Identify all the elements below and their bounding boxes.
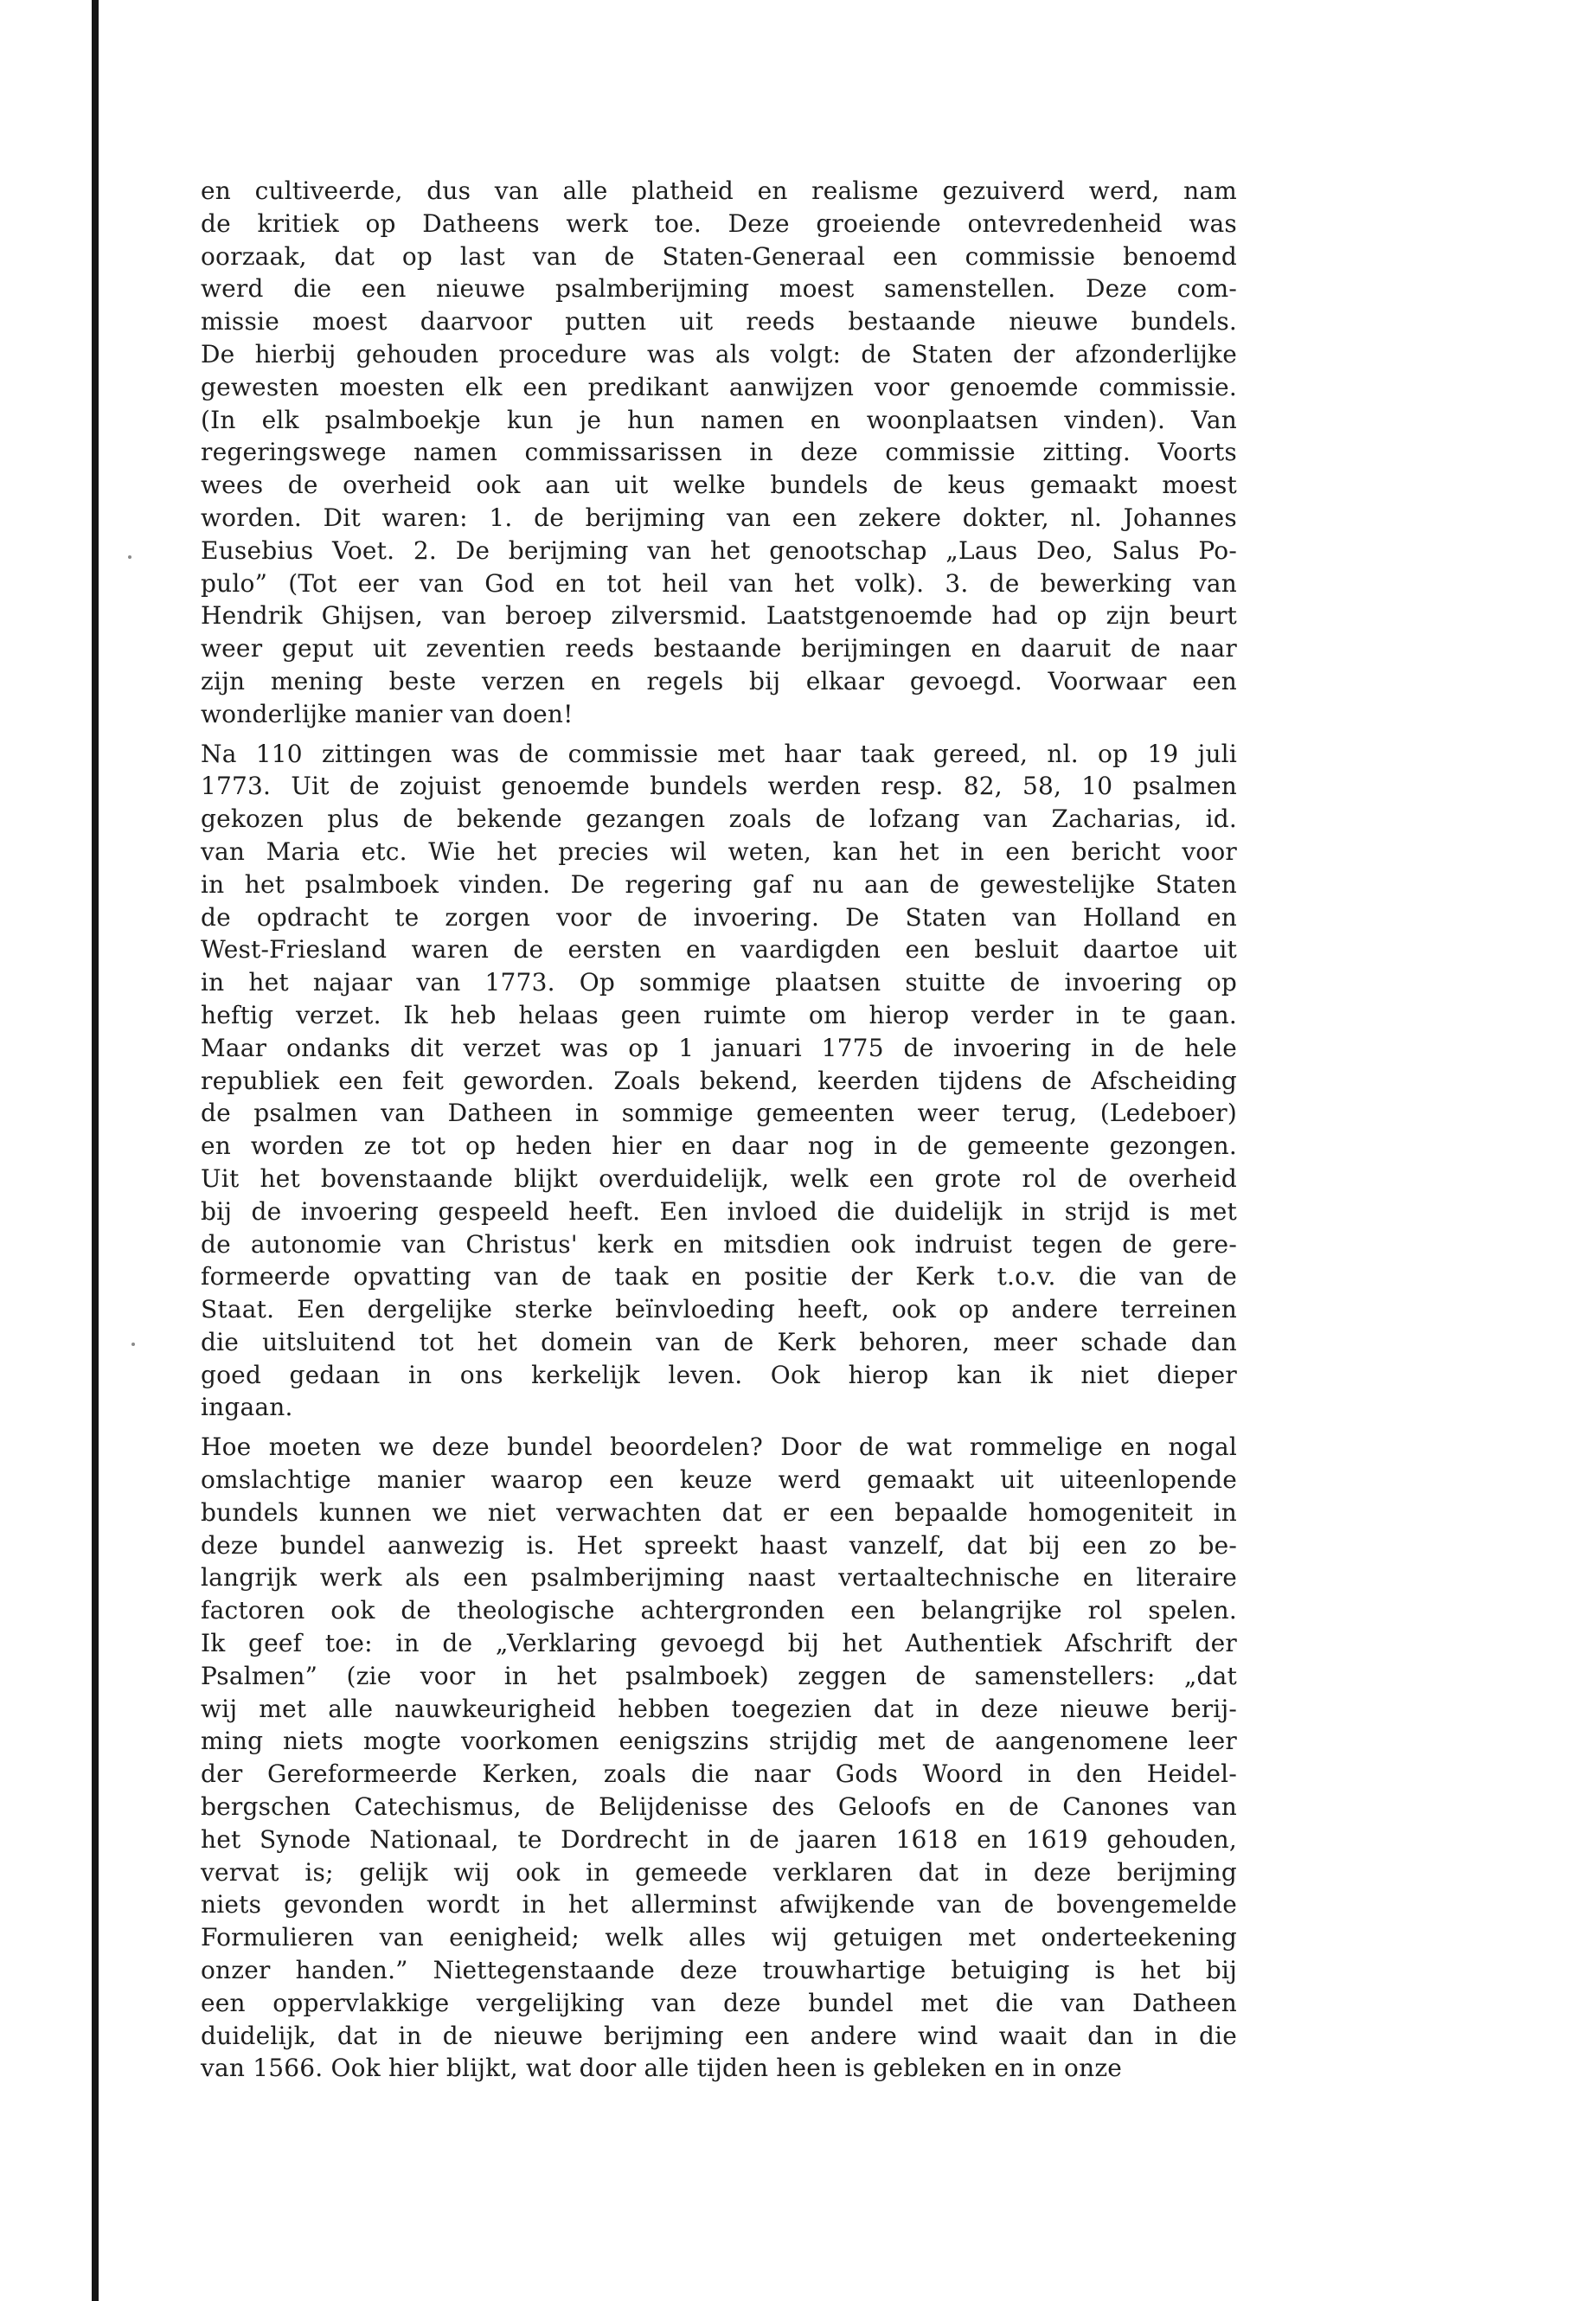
text-line: en worden ze tot op heden hier en daar nog in de gemeente gezongen. [201, 1131, 1237, 1161]
text-line: worden. Dit waren: 1. de berijming van een zekere dokter, nl. Johannes [201, 503, 1237, 532]
text-line: Psalmen” (zie voor in het psalmboek) zeggen de samenstellers: „dat [201, 1661, 1237, 1690]
text-line: Hendrik Ghijsen, van beroep zilversmid. Laatstgenoemde had op zijn beurt [201, 601, 1237, 631]
text-line: ming niets mogte voorkomen eenigszins strijdig met de aangenomene leer [201, 1727, 1237, 1756]
text-line: de kritiek op Datheens werk toe. Deze groeiende ontevredenheid was [201, 208, 1237, 238]
text-line: in het psalmboek vinden. De regering gaf nu aan de gewestelijke Staten [201, 869, 1237, 899]
text-line: omslachtige manier waarop een keuze werd gemaakt uit uiteenlopende [201, 1465, 1237, 1495]
text-line: van 1566. Ook hier blijkt, wat door alle tijden heen is gebleken en in onze [201, 2054, 1123, 2083]
text-line: De hierbij gehouden procedure was als volgt: de Staten der afzonderlijke [201, 339, 1237, 369]
paragraph [201, 175, 1237, 731]
paragraph [201, 1431, 1237, 2085]
text-line: West-Friesland waren de eersten en vaardigden een besluit daartoe uit [201, 935, 1237, 965]
text-line: oorzaak, dat op last van de Staten-Generaal een commissie benoemd [201, 241, 1237, 271]
text-line: Eusebius Voet. 2. De berijming van het genootschap „Laus Deo, Salus Po- [201, 535, 1237, 565]
text-line: de opdracht te zorgen voor de invoering. De Staten van Holland en [201, 902, 1237, 932]
text-line: wonderlijke manier van doen! [201, 699, 574, 728]
scan-speck [128, 555, 131, 559]
text-line: bergschen Catechismus, de Belijdenisse des Geloofs en de Canones van [201, 1792, 1237, 1822]
text-line: bij de invoering gespeeld heeft. Een invloed die duidelijk in strijd is met [201, 1196, 1237, 1226]
document-body [201, 175, 1237, 2092]
text-line: goed gedaan in ons kerkelijk leven. Ook hierop kan ik niet dieper [201, 1360, 1237, 1389]
text-line: Na 110 zittingen was de commissie met haar taak gereed, nl. op 19 juli [201, 739, 1237, 768]
text-line: Ik geef toe: in de „Verklaring gevoegd bij het Authentiek Afschrift der [201, 1629, 1237, 1658]
text-line: der Gereformeerde Kerken, zoals die naar Gods Woord in den Heidel- [201, 1759, 1237, 1789]
text-line: ingaan. [201, 1393, 293, 1422]
text-line: Maar ondanks dit verzet was op 1 januari 1775 de invoering in de hele [201, 1033, 1237, 1062]
text-line: republiek een feit geworden. Zoals bekend, keerden tijdens de Afscheiding [201, 1066, 1237, 1095]
text-line: de autonomie van Christus' kerk en mitsdien ook indruist tegen de gere- [201, 1229, 1237, 1259]
text-line: formeerde opvatting van de taak en positie der Kerk t.o.v. die van de [201, 1262, 1237, 1292]
text-line: zijn mening beste verzen en regels bij elkaar gevoegd. Voorwaar een [201, 666, 1237, 695]
text-line: gewesten moesten elk een predikant aanwijzen voor genoemde commissie. [201, 372, 1237, 401]
text-line: in het najaar van 1773. Op sommige plaatsen stuitte de invoering op [201, 968, 1237, 997]
text-line: missie moest daarvoor putten uit reeds bestaande nieuwe bundels. [201, 307, 1237, 336]
text-line: pulo” (Tot eer van God en tot heil van het volk). 3. de bewerking van [201, 568, 1237, 598]
text-line: wij met alle nauwkeurigheid hebben toegezien dat in deze nieuwe berij- [201, 1694, 1237, 1723]
text-line: Hoe moeten we deze bundel beoordelen? Door de wat rommelige en nogal [201, 1433, 1237, 1462]
text-line: deze bundel aanwezig is. Het spreekt haast vanzelf, dat bij een zo be- [201, 1530, 1237, 1560]
text-line: Staat. Een dergelijke sterke beïnvloeding heeft, ook op andere terreinen [201, 1295, 1237, 1324]
text-line: 1773. Uit de zojuist genoemde bundels werden resp. 82, 58, 10 psalmen [201, 772, 1237, 801]
text-line: heftig verzet. Ik heb helaas geen ruimte om hierop verder in te gaan. [201, 1000, 1237, 1029]
text-line: de psalmen van Datheen in sommige gemeenten weer terug, (Ledeboer) [201, 1099, 1237, 1128]
paragraph [201, 738, 1237, 1425]
text-line: factoren ook de theologische achtergronden een belangrijke rol spelen. [201, 1596, 1237, 1625]
text-line: vervat is; gelijk wij ook in gemeede verklaren dat in deze berijming [201, 1857, 1237, 1887]
text-line: onzer handen.” Niettegenstaande deze trouwhartige betuiging is het bij [201, 1956, 1237, 1985]
text-line: weer geput uit zeventien reeds bestaande berijmingen en daaruit de naar [201, 634, 1237, 663]
text-line: regeringswege namen commissarissen in deze commissie zitting. Voorts [201, 438, 1237, 467]
text-line: Formulieren van eenigheid; welk alles wij getuigen met onderteekening [201, 1923, 1237, 1952]
text-line: van Maria etc. Wie het precies wil weten, kan het in een bericht voor [201, 836, 1237, 866]
text-line: gekozen plus de bekende gezangen zoals de lofzang van Zacharias, id. [201, 804, 1237, 834]
scan-edge-bar [92, 0, 99, 2301]
text-line: (In elk psalmboekje kun je hun namen en woonplaatsen vinden). Van [201, 405, 1237, 434]
text-line: bundels kunnen we niet verwachten dat er een bepaalde homogeniteit in [201, 1497, 1237, 1527]
text-line: een oppervlakkige vergelijking van deze bundel met die van Datheen [201, 1988, 1237, 2017]
text-line: duidelijk, dat in de nieuwe berijming een andere wind waait dan in die [201, 2021, 1237, 2050]
text-line: werd die een nieuwe psalmberijming moest samenstellen. Deze com- [201, 274, 1237, 304]
text-line: wees de overheid ook aan uit welke bundels de keus gemaakt moest [201, 471, 1237, 500]
text-line: en cultiveerde, dus van alle platheid en realisme gezuiverd werd, nam [201, 176, 1237, 205]
text-line: niets gevonden wordt in het allerminst afwijkende van de bovengemelde [201, 1890, 1237, 1920]
text-line: die uitsluitend tot het domein van de Kerk behoren, meer schade dan [201, 1327, 1237, 1356]
text-line: het Synode Nationaal, te Dordrecht in de jaaren 1618 en 1619 gehouden, [201, 1824, 1237, 1854]
text-line: Uit het bovenstaande blijkt overduidelijk, welk een grote rol de overheid [201, 1163, 1237, 1193]
text-line: langrijk werk als een psalmberijming naast vertaaltechnische en literaire [201, 1563, 1237, 1593]
scan-speck [131, 1343, 135, 1346]
